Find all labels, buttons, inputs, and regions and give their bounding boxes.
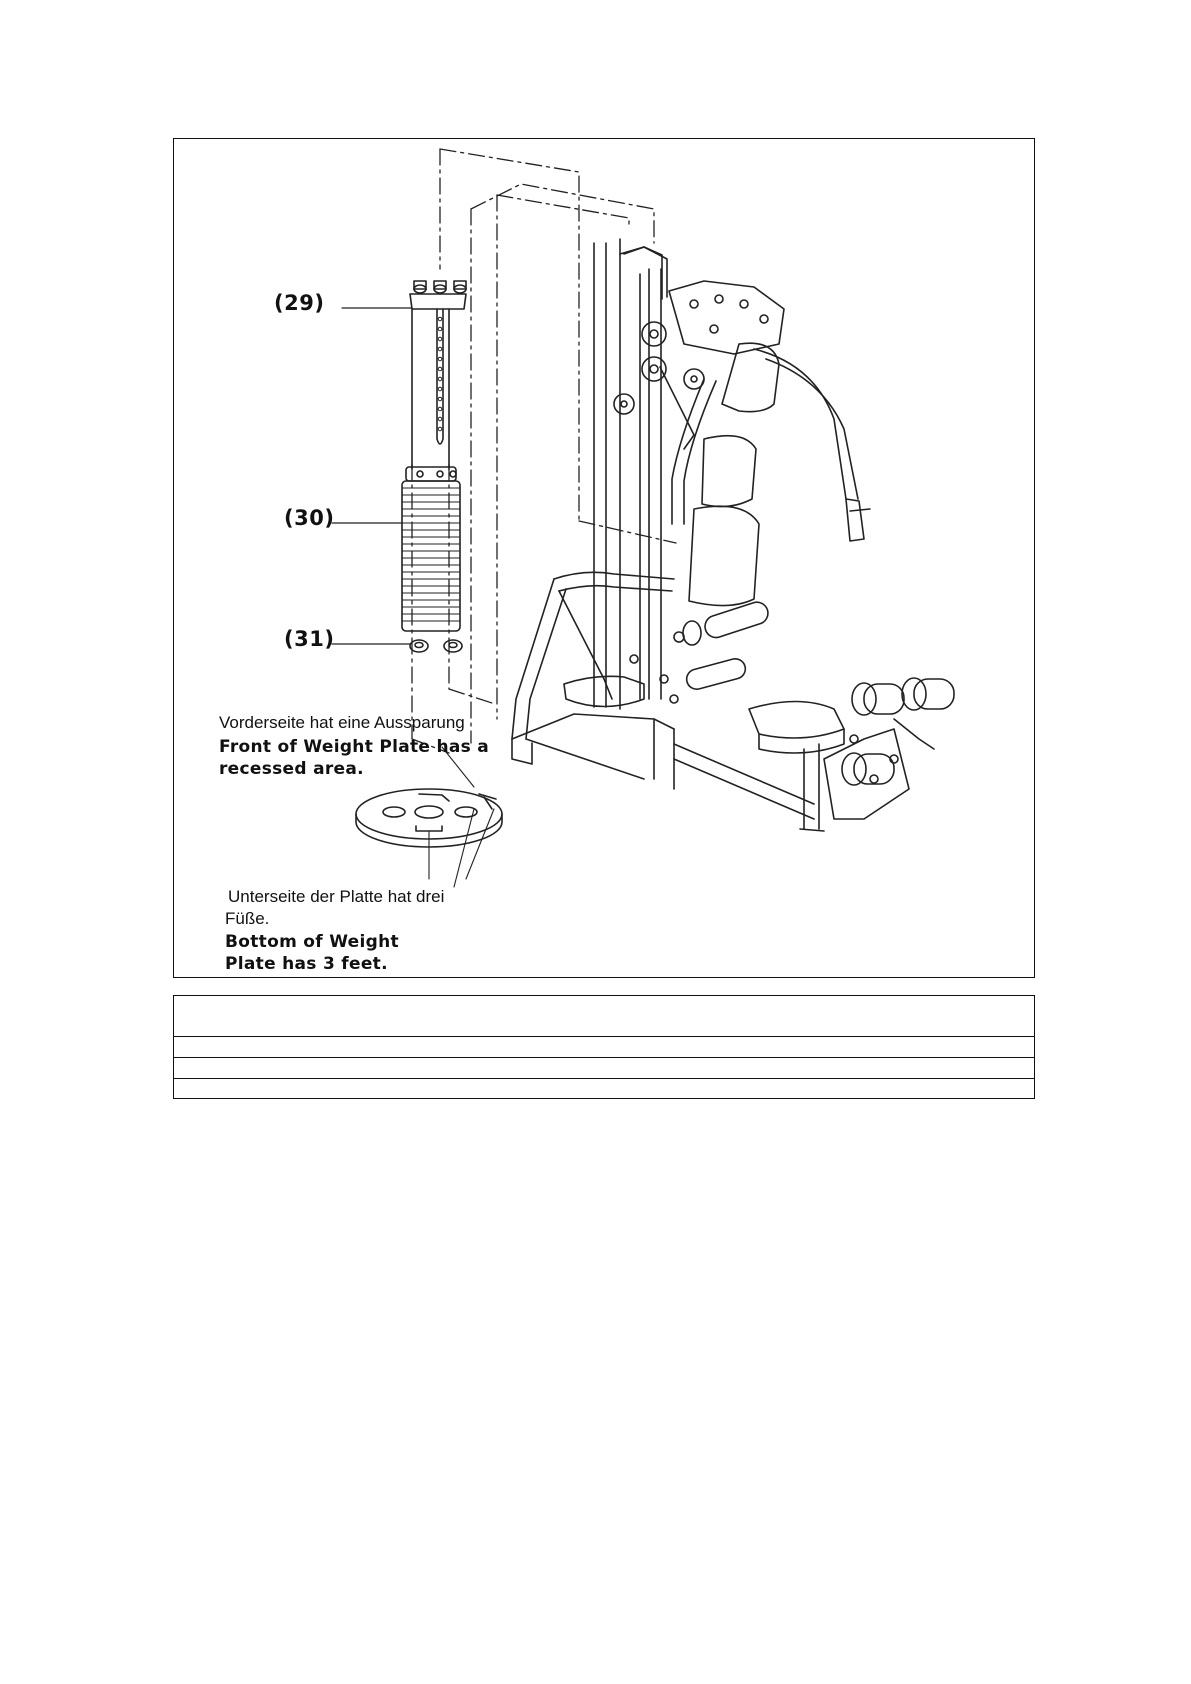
- table-row: [174, 1078, 1034, 1079]
- weight-plate-detail: [356, 747, 502, 887]
- home-gym-machine: [512, 239, 954, 831]
- callout-leaders: [332, 308, 412, 644]
- assembly-figure-frame: [173, 138, 1035, 978]
- front-note-english-line-1: Front of Weight Plate has a: [219, 737, 490, 757]
- assembly-drawing: [174, 139, 1034, 977]
- bottom-note-english-line-1: Bottom of Weight: [225, 932, 399, 952]
- callout-part-31: (31): [284, 627, 335, 651]
- selector-rod: [437, 309, 443, 444]
- bottom-note-german-line-2: Füße.: [225, 909, 270, 928]
- table-row: [174, 1036, 1034, 1037]
- bottom-note-english-line-2: Plate has 3 feet.: [225, 954, 388, 974]
- front-note-german: Vorderseite hat eine Aussparung: [219, 713, 465, 732]
- callout-part-30: (30): [284, 506, 335, 530]
- parts-table: [173, 995, 1035, 1099]
- weight-stack-part-30: [402, 467, 460, 631]
- rubber-bumpers-part-31: [410, 640, 462, 652]
- front-note-english-line-2: recessed area.: [219, 759, 364, 779]
- table-row: [174, 1057, 1034, 1058]
- bottom-note-german-line-1: Unterseite der Platte hat drei: [228, 887, 445, 906]
- callout-part-29: (29): [274, 291, 325, 315]
